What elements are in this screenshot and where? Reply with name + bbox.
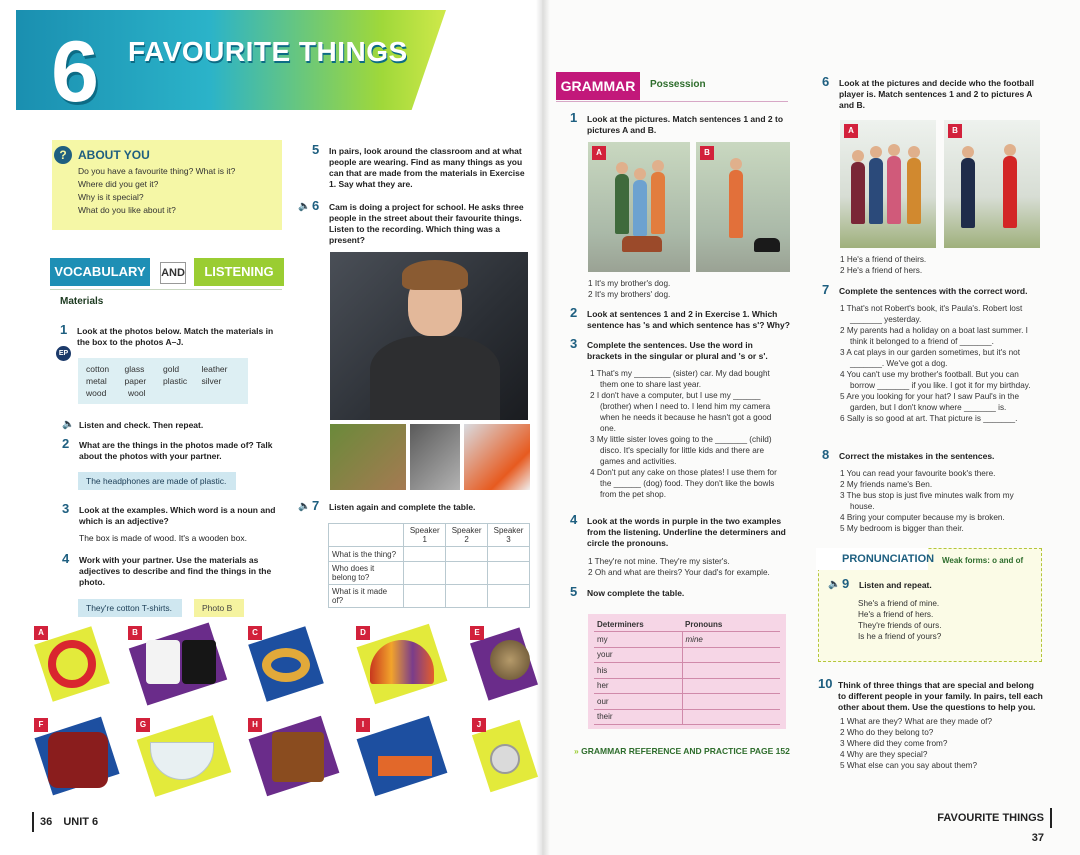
list-item: 3 A cat plays in our garden sometimes, but it's not _______. We've got a dog. xyxy=(840,348,1020,368)
exercise-instruction: Look at sentences 1 and 2 in Exercise 1. Which sentence has 's and which sentence has s'? Why? xyxy=(587,309,790,330)
determiner-cell: their xyxy=(594,709,682,725)
list-item: 3 The bus stop is just five minutes walk from my house. xyxy=(840,491,1014,511)
dog-figure xyxy=(754,238,780,252)
listening-tag: LISTENING xyxy=(194,258,284,286)
picture-tag: B xyxy=(700,146,714,160)
determiner-cell: our xyxy=(594,694,682,710)
right-ex6-list xyxy=(840,254,1040,276)
list-item: 1 That's my ________ (sister) car. My dad bought them one to share last year. xyxy=(590,369,770,389)
determiner-cell: your xyxy=(594,647,682,663)
vocab-listening-header xyxy=(50,258,282,288)
table-row xyxy=(594,663,780,679)
right-exercise-7 xyxy=(822,282,1040,297)
possession-table xyxy=(588,614,786,729)
list-item: 1 That's not Robert's book, it's Paula's. Robert lost _______ yesterday. xyxy=(840,304,1023,324)
table-cell[interactable] xyxy=(488,562,530,585)
person-head xyxy=(888,144,900,156)
materials-subtitle: Materials xyxy=(60,296,104,307)
grammar-exercise-2 xyxy=(570,305,790,331)
right-exercise-9 xyxy=(828,576,1032,591)
list-item: 4 Bring your computer because my is broken. xyxy=(840,513,1005,522)
table-cell[interactable] xyxy=(404,547,446,562)
exercise-number: 3 xyxy=(62,501,70,516)
double-chevron-icon: » xyxy=(574,746,579,756)
exercise-instruction: Complete the sentences. Use the word in brackets in the singular or plural and 's or s'. xyxy=(587,340,768,361)
right-ex7-list xyxy=(840,303,1042,424)
grammar-tag: GRAMMAR xyxy=(556,72,640,100)
about-you-box xyxy=(52,140,282,230)
materials-box xyxy=(78,358,248,404)
page-number: 36 xyxy=(40,816,53,828)
material-word: plastic xyxy=(163,376,188,386)
exercise-number: 2 xyxy=(62,436,70,451)
exercise-number: 9 xyxy=(842,576,850,591)
pendant-icon xyxy=(490,744,520,774)
material-word: glass xyxy=(124,364,145,374)
about-you-question: Do you have a favourite thing? What is it? xyxy=(78,166,236,176)
photo-tag: E xyxy=(470,626,484,640)
person-head xyxy=(908,146,920,158)
paper-animal-icon xyxy=(378,732,432,776)
person-figure xyxy=(907,158,921,224)
grammar-exercise-3 xyxy=(570,336,790,362)
material-word: wood xyxy=(86,388,107,398)
box-icon xyxy=(272,732,324,782)
pronoun-cell[interactable] xyxy=(682,663,780,679)
exercise-number: 1 xyxy=(60,322,68,337)
vocabulary-tag: VOCABULARY xyxy=(50,258,150,286)
list-item: 2 My friends name's Ben. xyxy=(840,480,933,489)
list-item: He's a friend of hers. xyxy=(858,610,934,619)
table-header: Speaker 3 xyxy=(488,524,530,547)
photo-paper-cranes xyxy=(464,424,530,490)
person-body xyxy=(370,336,500,420)
table-header: Determiners xyxy=(594,618,682,632)
exercise-number: 1 xyxy=(570,110,578,125)
audio-icon[interactable]: 🔈 xyxy=(298,201,311,212)
person-hair xyxy=(402,260,468,290)
material-word: silver xyxy=(201,376,222,386)
exercise-instruction: Correct the mistakes in the sentences. xyxy=(839,451,995,461)
exercise-instruction: Cam is doing a project for school. He asks three people in the street about their favourite things. Listen to the recording. Which thing was a present? xyxy=(329,202,524,245)
about-you-title: ABOUT YOU xyxy=(78,148,150,162)
person-figure xyxy=(651,172,665,234)
exercise-instruction: Look at the photos below. Match the materials in the box to the photos A–J. xyxy=(77,326,274,347)
grammar-ex1-list xyxy=(588,278,788,300)
page-number: 37 xyxy=(1031,832,1044,844)
pronoun-cell[interactable]: mine xyxy=(682,632,780,648)
ring-icon xyxy=(262,648,310,682)
chapter-label: FAVOURITE THINGS xyxy=(937,812,1044,824)
pronoun-cell[interactable] xyxy=(682,647,780,663)
picture-a-friends xyxy=(840,120,936,248)
table-cell[interactable] xyxy=(446,547,488,562)
divider xyxy=(556,101,788,102)
exercise-instruction: Listen and repeat. xyxy=(859,580,932,590)
list-item: She's a friend of mine. xyxy=(858,599,940,608)
divider xyxy=(50,289,282,290)
right-ex10-list xyxy=(840,716,1040,771)
exercise-number: 7 xyxy=(312,498,320,513)
photo-pendant xyxy=(472,718,534,794)
example-bubble: The headphones are made of plastic. xyxy=(78,472,236,490)
exercise-instruction: Look at the words in purple in the two examples from the listening. Underline the determiners and circle the pronouns. xyxy=(587,516,786,548)
pronunciation-title: PRONUNCIATION xyxy=(816,548,928,570)
person-figure xyxy=(869,158,883,224)
right-exercise-10 xyxy=(818,676,1044,713)
table-cell[interactable] xyxy=(446,585,488,608)
grammar-reference-link[interactable] xyxy=(574,746,790,756)
grammar-exercise-5 xyxy=(570,584,790,599)
table-row xyxy=(594,678,780,694)
vocab-exercise-4 xyxy=(62,551,282,588)
table-cell[interactable] xyxy=(404,585,446,608)
exercise-number: 2 xyxy=(570,305,578,320)
about-you-question: What do you like about it? xyxy=(78,205,176,215)
listen-check-text: Listen and check. Then repeat. xyxy=(79,420,204,430)
table-row-label: What is the thing? xyxy=(329,547,404,562)
exercise-number: 3 xyxy=(570,336,578,351)
photo-tag: I xyxy=(356,718,370,732)
table-row xyxy=(329,547,530,562)
materials-row xyxy=(86,375,240,387)
vocab-exercise-3 xyxy=(62,501,282,527)
speaker-table xyxy=(328,523,530,608)
person-figure xyxy=(633,180,647,236)
table-row xyxy=(594,647,780,663)
table-header: Speaker 1 xyxy=(404,524,446,547)
picture-b-dog-walker xyxy=(696,142,790,272)
example-sentence: The box is made of wood. It's a wooden box. xyxy=(79,533,247,543)
person-figure xyxy=(851,162,865,224)
photo-tag: A xyxy=(34,626,48,640)
grammar-ex4-list xyxy=(588,556,788,578)
person-head xyxy=(870,146,882,158)
list-item: 1 He's a friend of theirs. xyxy=(840,255,927,264)
exercise-instruction: Look at the examples. Which word is a noun and which is an adjective? xyxy=(79,505,276,526)
grammar-exercise-1 xyxy=(570,110,788,136)
photo-elephant xyxy=(330,424,406,490)
page-footer-right xyxy=(922,808,1052,844)
list-item: 3 Where did they come from? xyxy=(840,739,948,748)
pronoun-cell[interactable] xyxy=(682,678,780,694)
unit-label: UNIT 6 xyxy=(63,816,99,828)
exercise-number: 4 xyxy=(570,512,578,527)
photo-coin xyxy=(470,626,534,702)
table-header: Pronouns xyxy=(682,618,780,632)
person-figure xyxy=(961,158,975,228)
material-word: gold xyxy=(163,364,180,374)
person-figure xyxy=(615,174,629,234)
photo-headphones xyxy=(34,626,110,702)
ep-badge: EP xyxy=(56,346,71,361)
exercise-number: 6 xyxy=(312,198,320,213)
photo-tag: F xyxy=(34,718,48,732)
pronoun-cell[interactable] xyxy=(682,709,780,725)
table-header xyxy=(329,524,404,547)
determiner-cell: his xyxy=(594,663,682,679)
and-tag: AND xyxy=(160,262,186,284)
list-item: 2 Oh and what are theirs? Your dad's for example. xyxy=(588,568,770,577)
table-cell[interactable] xyxy=(488,547,530,562)
picture-tag: A xyxy=(844,124,858,138)
exercise-instruction: What are the things in the photos made of? Talk about the photos with your partner. xyxy=(79,440,273,461)
photo-tag: D xyxy=(356,626,370,640)
person-head xyxy=(1004,144,1016,156)
table-header: Speaker 2 xyxy=(446,524,488,547)
listen-check-line xyxy=(62,420,282,431)
list-item: 1 What are they? What are they made of? xyxy=(840,717,993,726)
audio-icon[interactable]: 🔈 xyxy=(828,579,841,590)
grammar-subtitle: Possession xyxy=(650,79,706,90)
list-item: 2 It's my brothers' dog. xyxy=(588,290,671,299)
exercise-instruction: Think of three things that are special and belong to different people in your family. In pairs, tell each other about them. Use the questions to help you. xyxy=(838,680,1043,712)
book-gutter xyxy=(536,0,550,855)
list-item: 1 They're not mine. They're my sister's. xyxy=(588,557,730,566)
tshirt-icon xyxy=(146,640,180,684)
material-word: metal xyxy=(86,376,107,386)
list-item: 2 My parents had a holiday on a boat last summer. I think it belonged to a friend of _______. xyxy=(840,326,1028,346)
page-footer-left xyxy=(32,812,162,832)
picture-tag: B xyxy=(948,124,962,138)
picture-tag: A xyxy=(592,146,606,160)
exercise-instruction: Look at the pictures and decide who the football player is. Match sentences 1 and 2 to pictures A and B. xyxy=(839,78,1035,110)
photo-fan xyxy=(356,626,452,702)
material-word: paper xyxy=(124,376,147,386)
table-row xyxy=(594,632,780,648)
list-item: 2 Who do they belong to? xyxy=(840,728,934,737)
listening-exercise-5 xyxy=(312,142,530,190)
photo-tag: B xyxy=(128,626,142,640)
list-item: Is he a friend of yours? xyxy=(858,632,942,641)
vocab-exercise-2 xyxy=(62,436,282,462)
jacket-icon xyxy=(48,732,108,788)
about-you-question: Why is it special? xyxy=(78,192,144,202)
table-row xyxy=(594,709,780,725)
right-exercise-6 xyxy=(822,74,1040,111)
about-you-question: Where did you get it? xyxy=(78,179,159,189)
table-cell[interactable] xyxy=(488,585,530,608)
photo-cam xyxy=(330,252,528,420)
list-item: 3 My little sister loves going to the _______ (child) disco. It's specially for little kids and there are games and activities. xyxy=(590,435,772,466)
photo-metal-object xyxy=(410,424,460,490)
example-bubble: They're cotton T-shirts. xyxy=(78,599,182,617)
materials-row xyxy=(86,387,240,399)
person-figure xyxy=(887,156,901,224)
photo-jacket xyxy=(34,718,122,794)
tshirt-icon xyxy=(182,640,216,684)
exercise-number: 8 xyxy=(822,447,830,462)
person-head xyxy=(962,146,974,158)
list-item: They're friends of ours. xyxy=(858,621,942,630)
audio-icon[interactable]: 🔈 xyxy=(62,419,75,430)
grammar-exercise-4 xyxy=(570,512,790,549)
table-header-row xyxy=(594,618,780,632)
exercise-instruction: Listen again and complete the table. xyxy=(329,502,476,512)
person-head xyxy=(634,168,646,180)
photo-box xyxy=(248,718,344,794)
photo-tshirts xyxy=(128,626,232,702)
grammar-reference-label: GRAMMAR REFERENCE AND PRACTICE PAGE 152 xyxy=(581,746,790,756)
table-row-label: Who does it belong to? xyxy=(329,562,404,585)
question-icon: ? xyxy=(54,146,72,164)
photo-tag: J xyxy=(472,718,486,732)
photo-tag: H xyxy=(248,718,262,732)
material-word: wool xyxy=(128,388,146,398)
list-item: 1 You can read your favourite book's there. xyxy=(840,469,996,478)
table-header-row xyxy=(329,524,530,547)
pronunciation-subtitle: Weak forms: o and of xyxy=(942,556,1024,565)
table-row xyxy=(329,585,530,608)
person-head xyxy=(652,160,664,172)
vocab-exercise-1 xyxy=(60,322,280,348)
photo-tag: C xyxy=(248,626,262,640)
determiner-cell: her xyxy=(594,678,682,694)
right-ex8-list xyxy=(840,468,1040,534)
photo-ring xyxy=(248,626,324,702)
headphones-icon xyxy=(48,640,96,688)
unit-title: FAVOURITE THINGS xyxy=(128,36,408,67)
person-figure xyxy=(729,170,743,238)
table-cell[interactable] xyxy=(404,562,446,585)
exercise-number: 4 xyxy=(62,551,70,566)
photo-bowl xyxy=(136,718,236,794)
list-item: 1 It's my brother's dog. xyxy=(588,279,671,288)
exercise-instruction: Complete the sentences with the correct word. xyxy=(839,286,1028,296)
exercise-instruction: Now complete the table. xyxy=(587,588,685,598)
list-item: 4 You can't use my brother's football. But you can borrow _______ if you like. I got it for my birthday. xyxy=(840,370,1031,390)
table-row xyxy=(594,694,780,710)
person-head xyxy=(730,158,742,170)
exercise-number: 6 xyxy=(822,74,830,89)
determiner-cell: my xyxy=(594,632,682,648)
photo-tag: G xyxy=(136,718,150,732)
person-figure xyxy=(1003,156,1017,228)
listening-exercise-6 xyxy=(298,198,530,246)
exercise-number: 5 xyxy=(312,142,320,157)
person-head xyxy=(852,150,864,162)
picture-a-dog-walkers xyxy=(588,142,690,272)
material-word: cotton xyxy=(86,364,110,374)
grammar-ex3-list xyxy=(590,368,788,500)
unit-number: 6 xyxy=(51,24,99,120)
table-row-label: What is it made of? xyxy=(329,585,404,608)
audio-icon[interactable]: 🔈 xyxy=(298,501,311,512)
table-cell[interactable] xyxy=(446,562,488,585)
exercise-number: 5 xyxy=(570,584,578,599)
dog-figure xyxy=(622,236,662,252)
list-item: 6 Sally is so good at art. That picture is _______. xyxy=(840,414,1018,423)
exercise-instruction: Work with your partner. Use the materials as adjectives to describe and find the things in the photo. xyxy=(79,555,272,587)
exercise-instruction: Look at the pictures. Match sentences 1 and 2 to pictures A and B. xyxy=(587,114,784,135)
pronoun-cell[interactable] xyxy=(682,694,780,710)
material-word: leather xyxy=(201,364,228,374)
materials-row xyxy=(86,363,240,375)
exercise-number: 10 xyxy=(818,676,833,691)
exercise-number: 7 xyxy=(822,282,830,297)
picture-b-football-player xyxy=(944,120,1040,248)
table-row xyxy=(329,562,530,585)
list-item: 4 Don't put any cake on those plates! I use them for the ______ (dog) food. They don't like the bowls from the pet shop. xyxy=(590,468,777,499)
example-bubble: Photo B xyxy=(194,599,244,617)
person-head xyxy=(616,162,628,174)
list-item: 2 He's a friend of hers. xyxy=(840,266,923,275)
right-exercise-8 xyxy=(822,447,1040,462)
list-item: 5 My bedroom is bigger than their. xyxy=(840,524,964,533)
photo-paper-animals xyxy=(356,718,452,794)
coin-icon xyxy=(490,640,530,680)
listening-exercise-7 xyxy=(298,498,530,513)
right-ex9-list xyxy=(858,598,1028,642)
list-item: 4 Why are they special? xyxy=(840,750,928,759)
list-item: 5 Are you looking for your hat? I saw Paul's in the garden, but I don't know where _______ is. xyxy=(840,392,1020,412)
list-item: 5 What else can you say about them? xyxy=(840,761,977,770)
list-item: 2 I don't have a computer, but I use my ______ (brother) when I need to. I lend him my camera when he needs it because he hasn't got a good one. xyxy=(590,391,772,433)
exercise-instruction: In pairs, look around the classroom and at what people are wearing. Find as many things as you can that are made from the materials in Exercise 1. Say what they are. xyxy=(329,146,525,189)
